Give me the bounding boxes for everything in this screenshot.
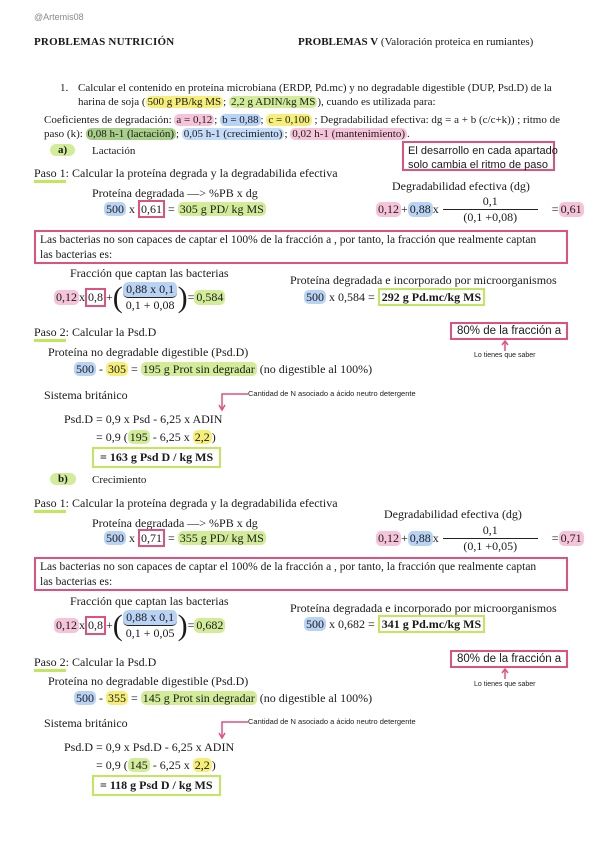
- k-lactacion: 0,08 h-1 (lactación): [87, 128, 174, 140]
- section-a-letter: a): [50, 144, 75, 156]
- a-bact-line2: las bacterias es:: [40, 249, 113, 261]
- b-fr-label: Fracción que captan las bacterias: [70, 594, 229, 608]
- a-fr-plus: +: [106, 290, 113, 304]
- b-fr-lparen: (: [112, 608, 123, 642]
- a-dg-result: 0,61: [560, 202, 582, 216]
- b-dg-fraction: [443, 523, 538, 554]
- a-dg-a: 0,12: [378, 202, 399, 216]
- a-pd-eq: =: [165, 202, 178, 216]
- b-pd-eq: =: [165, 531, 178, 545]
- b-dg-num: 0,1: [443, 523, 538, 539]
- b-dg-den: (0,1 +0,05): [463, 539, 518, 553]
- b-paso1: [34, 496, 338, 511]
- a-pm-x: x 0,584 =: [326, 290, 378, 304]
- b-pd-v2: 0,71: [138, 529, 165, 547]
- b-pm-x: x 0,682 =: [326, 617, 378, 631]
- a-pd-result: 305 g PD/ kg MS: [179, 202, 264, 216]
- b-paso1-label: Paso 1: [34, 496, 66, 513]
- section-b-title: Crecimiento: [92, 474, 147, 486]
- b-cantidad-note: Cantidad de N asociado a ácido neutro detergente: [248, 717, 416, 726]
- coef-pre: Coeficientes de degradación:: [44, 114, 175, 126]
- k-crecimiento: 0,05 h-1 (crecimiento): [183, 128, 283, 140]
- b-paso2: [34, 655, 156, 670]
- a-pd-v1: 500: [106, 202, 124, 216]
- a-dg-den: (0,1 +0,08): [463, 210, 518, 224]
- a-pnd-eq: =: [128, 362, 141, 376]
- a-fr-calc: [54, 282, 225, 313]
- a-result: = 163 g Psd D / kg MS: [92, 447, 221, 468]
- k-mantenimiento: 0,02 h-1 (mantenimiento): [292, 128, 405, 140]
- b-pd-result: 355 g PD/ kg MS: [179, 531, 264, 545]
- problem-number: 1.: [60, 82, 69, 94]
- a-dg-label: Degradabilidad efectiva (dg): [392, 179, 530, 193]
- b-pd-x: x: [126, 531, 138, 545]
- a-dg-fraction: [443, 194, 538, 225]
- a-dg-plus: +: [401, 202, 408, 216]
- adin-value: 2,2 g ADIN/kg MS: [230, 96, 316, 108]
- a-pnd-label: Proteína no degradable digestible (Psd.D): [48, 345, 249, 359]
- problem-line2-post: ), cuando es utilizada para:: [317, 96, 436, 108]
- a-f2-v2: 2,2: [194, 430, 210, 444]
- problem-sep: ;: [223, 96, 229, 108]
- b-pnd-label: Proteína no degradable digestible (Psd.D): [48, 674, 249, 688]
- b-pd-calc: [104, 531, 266, 546]
- coef-post: ; Degradabilidad efectiva: dg = a + b (c/c+k)) ; ritmo de: [311, 114, 560, 126]
- a-cantidad-arrow-icon: [218, 392, 250, 412]
- a-fr-fraction: [123, 282, 178, 313]
- b-pnd-v1: 500: [76, 691, 94, 705]
- paso-pre: paso (k):: [44, 128, 86, 140]
- a-f2-mid: - 6,25 x: [149, 430, 193, 444]
- a-dg-num: 0,1: [443, 194, 538, 210]
- watermark: @Artemis08: [34, 12, 84, 22]
- a-pnd-result: 195 g Prot sin degradar: [142, 362, 255, 376]
- b-fr-a: 0,12: [56, 618, 77, 632]
- a-fr-eq: =: [187, 290, 195, 304]
- pb-value: 500 g PB/kg MS: [147, 96, 222, 108]
- b-fr-rparen: ): [177, 608, 188, 642]
- b-formula1: Psd.D = 0,9 x Psd.D - 6,25 x ADIN: [64, 740, 235, 754]
- a-f2-v1: 195: [129, 430, 148, 444]
- a-bact-line1: Las bacterias no son capaces de captar el 100% de la fracción a , por tanto, la fracción que realmente captan: [40, 234, 537, 246]
- b-pnd-minus: -: [96, 691, 106, 705]
- b-fr-plus: +: [106, 618, 113, 632]
- a-fr-lparen: (: [112, 280, 123, 314]
- a-tienes: Lo tienes que saber: [474, 352, 536, 359]
- a-paso2-text: : Calcular la Psd.D: [65, 325, 157, 339]
- b-bacterias-box: [34, 557, 568, 591]
- a-fr-a: 0,12: [56, 290, 77, 304]
- b-pm-label: Proteína degradada e incorporado por microorganismos: [290, 601, 557, 615]
- b-dg-plus: +: [401, 531, 408, 545]
- a-arrow-icon: [500, 340, 510, 352]
- a-paso1: [34, 166, 338, 181]
- a-pd-v2: 0,61: [138, 200, 165, 218]
- note-box: [402, 141, 558, 171]
- b-pd-v1: 500: [106, 531, 124, 545]
- a-fr-result: 0,584: [196, 290, 224, 304]
- b-dg-a: 0,12: [378, 531, 399, 545]
- a-f2-post: ): [211, 430, 216, 444]
- b-bact-line1: Las bacterias no son capaces de captar el 100% de la fracción a , por tanto, la fracción que realmente captan: [40, 561, 537, 573]
- a-pm-label: Proteína degradada e incorporado por microorganismos: [290, 273, 557, 287]
- b-pm-result: 341 g Pd.mc/kg MS: [378, 615, 485, 633]
- a-paso1-text: : Calcular la proteína degrada y la degradabilida efectiva: [65, 166, 338, 180]
- a-sb-label: Sistema británico: [44, 388, 128, 402]
- b-fr-eq: =: [187, 618, 195, 632]
- a-fr-x: x: [79, 290, 85, 304]
- problem-line1: Calcular el contenido en proteína microbiana (ERDP, Pd.mc) y no degradable digestible (DUP, Psd.D) de la: [78, 82, 552, 94]
- b-f2-pre: = 0,9 (: [96, 758, 128, 772]
- b-paso2-text: : Calcular la Psd.D: [65, 655, 157, 669]
- problem-line2-pre: harina de soja (: [78, 96, 146, 108]
- a-pd-x: x: [126, 202, 138, 216]
- a-pm-result: 292 g Pd.mc/kg MS: [378, 288, 485, 306]
- a-pnd-v1: 500: [76, 362, 94, 376]
- a-pnd-minus: -: [96, 362, 106, 376]
- coef-c: c = 0,100: [268, 114, 310, 126]
- a-pnd-calc: [74, 362, 372, 377]
- a-f2-pre: = 0,9 (: [96, 430, 128, 444]
- a-pnd-v2: 305: [108, 362, 126, 376]
- b-result: = 118 g Psd D / kg MS: [92, 775, 221, 796]
- b-pnd-v2: 355: [108, 691, 126, 705]
- b-arrow-icon: [500, 668, 510, 680]
- b-dg-label: Degradabilidad efectiva (dg): [384, 507, 522, 521]
- b-bact-line2: las bacterias es:: [40, 576, 113, 588]
- a-pd-calc: [104, 202, 266, 217]
- b-fr-fraction: [123, 610, 178, 641]
- a-fr-num: 0,88 x 0,1: [123, 282, 177, 298]
- a-bacterias-box: [34, 230, 568, 264]
- a-paso2: [34, 325, 156, 340]
- paso-end: .: [407, 128, 410, 140]
- b-f2-v1: 145: [129, 758, 148, 772]
- b-dg-calc: [376, 523, 584, 554]
- header-right-bold: PROBLEMAS V: [298, 36, 379, 48]
- a-dg-x: x: [432, 202, 439, 216]
- b-pct-box: 80% de la fracción a: [450, 650, 568, 668]
- b-dg-result: 0,71: [560, 531, 582, 545]
- b-pm-calc: [304, 617, 485, 632]
- paso-line: paso (k): 0,08 h-1 (lactación) ; 0,05 h-1 (crecimiento) ; 0,02 h-1 (mantenimiento) .: [44, 128, 410, 140]
- a-paso2-label: Paso 2: [34, 325, 66, 342]
- header-right: [298, 36, 533, 48]
- a-pm-calc: [304, 290, 485, 305]
- header-right-rest: (Valoración proteica en rumiantes): [380, 36, 534, 48]
- section-b-letter: b): [50, 473, 76, 485]
- a-fr-den: 0,1 + 0,08: [125, 298, 175, 312]
- b-dg-x: x: [432, 531, 439, 545]
- a-pct-box: 80% de la fracción a: [450, 322, 568, 340]
- b-cantidad-arrow-icon: [218, 720, 250, 740]
- b-fr-08: 0,8: [85, 616, 106, 635]
- b-fr-result: 0,682: [196, 618, 224, 632]
- a-formula2: [96, 430, 216, 445]
- b-fr-num: 0,88 x 0,1: [123, 610, 177, 626]
- a-paso1-label: Paso 1: [34, 166, 66, 183]
- header-left: PROBLEMAS NUTRICIÓN: [34, 36, 175, 48]
- b-pnd-eq: =: [128, 691, 141, 705]
- b-f2-mid: - 6,25 x: [149, 758, 193, 772]
- b-sb-label: Sistema británico: [44, 716, 128, 730]
- problem-line2: [78, 96, 436, 108]
- b-f2-v2: 2,2: [194, 758, 210, 772]
- coef-a: a = 0,12: [176, 114, 213, 126]
- a-dg-eq: =: [551, 202, 559, 216]
- a-pnd-note: (no digestible al 100%): [256, 362, 373, 376]
- a-pm-v1: 500: [306, 290, 324, 304]
- b-pd-label: Proteína degradada —> %PB x dg: [92, 516, 258, 530]
- note-line1: El desarrollo en cada apartado: [408, 145, 558, 157]
- b-fr-den: 0,1 + 0,05: [125, 626, 175, 640]
- b-pnd-note: (no digestible al 100%): [256, 691, 373, 705]
- b-pnd-result: 145 g Prot sin degradar: [142, 691, 255, 705]
- b-fr-x: x: [79, 618, 85, 632]
- b-dg-eq: =: [551, 531, 559, 545]
- a-pd-label: Proteína degradada —> %PB x dg: [92, 186, 258, 200]
- b-pnd-calc: [74, 691, 372, 706]
- coef-b: b = 0,88: [222, 114, 259, 126]
- a-formula1: Psd.D = 0,9 x Psd - 6,25 x ADIN: [64, 412, 223, 426]
- a-fr-08: 0,8: [85, 288, 106, 307]
- b-f2-post: ): [211, 758, 216, 772]
- b-paso2-label: Paso 2: [34, 655, 66, 672]
- b-tienes: Lo tienes que saber: [474, 681, 536, 688]
- a-dg-b: 0,88: [409, 202, 431, 216]
- b-fr-calc: [54, 610, 225, 641]
- section-a-title: Lactación: [92, 145, 136, 157]
- a-fr-rparen: ): [177, 280, 188, 314]
- b-dg-b: 0,88: [409, 531, 431, 545]
- b-paso1-text: : Calcular la proteína degrada y la degradabilida efectiva: [65, 496, 338, 510]
- a-fr-label: Fracción que captan las bacterias: [70, 266, 229, 280]
- b-pm-v1: 500: [306, 617, 324, 631]
- b-formula2: [96, 758, 216, 773]
- a-cantidad-note: Cantidad de N asociado a ácido neutro detergente: [248, 389, 416, 398]
- coef-line: Coeficientes de degradación: a = 0,12 ; b = 0,88 ; c = 0,100 ; Degradabilidad efectiva: dg = a + b (c/c+k)) ; ritmo de: [44, 114, 560, 126]
- a-dg-calc: [376, 194, 584, 225]
- note-line2: solo cambia el ritmo de paso: [408, 159, 549, 171]
